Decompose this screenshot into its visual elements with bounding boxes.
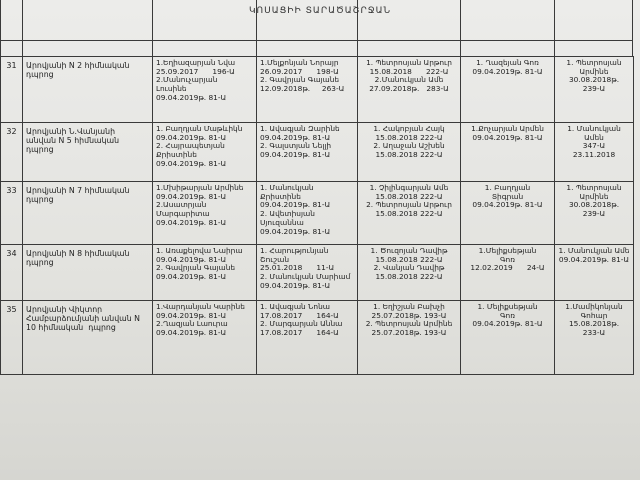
- staff-entry-line: 239-Ա: [582, 84, 606, 94]
- staff-cell-5: [555, 182, 634, 245]
- staff-entry-line: 09.04.2019թ. 81-Ա: [156, 328, 227, 338]
- staff-cell-4: [461, 245, 555, 301]
- staff-entry-line: 09.04.2019թ. 81-Ա: [558, 254, 630, 264]
- staff-cell-2: [257, 57, 358, 123]
- staff-entry-line: 09.04.2019թ. 81-Ա: [472, 132, 543, 142]
- staff-entry-line: 25.07.2018թ. 193-Ա: [371, 328, 447, 338]
- staff-cell-1: [153, 182, 257, 245]
- staff-entry-line: 09.04.2019թ. 81-Ա: [472, 66, 543, 76]
- school-name-line: անվան N 5 հիմնական: [26, 136, 120, 146]
- staff-entry-line: 2.Մանուչարյան: [156, 75, 218, 85]
- staff-entry-line: Լուսինե: [156, 84, 187, 94]
- school-name-line: Համբարձումյանի անվան N: [26, 314, 141, 324]
- staff-entry-line: Սյուզաննա: [260, 217, 304, 227]
- school-name-line: դպրոց: [26, 70, 54, 80]
- header-divider: [22, 0, 23, 56]
- staff-entry-line: 2. Պետրոսյան Արմինե: [365, 319, 453, 329]
- staff-cell-2: [257, 182, 358, 245]
- staff-entry-line: Քրիստինե: [260, 191, 301, 201]
- staff-entry-line: 347-Ա 23.11.2018: [572, 141, 620, 160]
- staff-entry-line: 1. Առաքելովա Նաիրա: [156, 246, 243, 255]
- staff-entry-line: 1.Եղիազարյան Նվա: [156, 58, 236, 67]
- staff-entry-line: 09.04.2019թ. 81-Ա: [156, 92, 227, 102]
- staff-entry-line: 1.Մամիկոնյան: [565, 302, 623, 311]
- school-name-line: Արովյանի N 8 հիմնական: [26, 249, 130, 258]
- staff-cell-2: [257, 245, 358, 301]
- header-divider: [357, 0, 358, 56]
- staff-entry-line: 1. Հակոբյան Հայկ: [373, 124, 445, 133]
- staff-entry-line: 1. Հարությունյան: [260, 246, 329, 255]
- staff-entry-line: 2. Աղաջան Աշխեն: [373, 141, 445, 151]
- row-number: 34: [1, 245, 23, 301]
- staff-entry-line: 2. Գավրյան Գայանե: [260, 75, 340, 85]
- staff-cell-3: [358, 301, 461, 375]
- staff-entry-line: 27.09.2018թ. 283-Ա: [369, 84, 449, 94]
- staff-entry-line: 15.08.2018 222-Ա: [375, 272, 443, 282]
- staff-entry-line: 1. Ղազեյան Գոռ: [476, 58, 539, 67]
- header-divider: [256, 0, 257, 56]
- staff-entry-line: 09.04.2019թ. 81-Ա: [156, 132, 227, 142]
- staff-entry-line: 09.04.2019թ. 81-Ա: [472, 319, 543, 329]
- staff-cell-5: [555, 245, 634, 301]
- staff-cell-5: [555, 57, 634, 123]
- staff-entry-line: 1.Մելիքսեթյան: [478, 246, 537, 255]
- staff-entry-line: 2. Հայրապետյան: [156, 141, 225, 151]
- staff-entry-line: 2. Մարգարյան Աննա: [260, 319, 343, 329]
- row-number: 33: [1, 182, 23, 245]
- staff-entry-line: 1. Մանուկյան Ամեն: [567, 124, 624, 142]
- staff-entry-line: 1. Եղիշյան Բախչի: [373, 302, 445, 311]
- staff-entry-line: 15.08.2018 222-Ա: [375, 132, 443, 142]
- staff-cell-2: [257, 123, 358, 182]
- staff-entry-line: 239-Ա: [582, 209, 606, 219]
- staff-entry-line: 2. Գավրյան Գայանե: [156, 263, 236, 273]
- school-name-line: Արովյանի N 2 հիմնական: [26, 61, 130, 70]
- staff-entry-line: 2. Գալստյան Նելլի: [260, 141, 332, 151]
- table-row: [1, 123, 634, 182]
- school-name-cell: [23, 182, 153, 245]
- header-divider: [460, 0, 461, 56]
- staff-entry-line: 09.04.2019թ. 81-Ա: [156, 272, 227, 282]
- staff-cell-4: [461, 301, 555, 375]
- staff-entry-line: 1. Պետրոսյան Արթուր: [366, 58, 452, 67]
- staff-entry-line: 15.08.2018 222-Ա: [375, 209, 443, 219]
- staff-entry-line: 1. Պետրոսյան: [566, 58, 622, 67]
- staff-cell-3: [358, 245, 461, 301]
- table-row: [1, 245, 634, 301]
- header-divider: [554, 0, 555, 56]
- staff-entry-line: Գոհար: [580, 310, 608, 320]
- staff-entry-line: 1.Մելքոնյան Նորայր: [260, 58, 339, 67]
- staff-entry-line: Տիգրան: [491, 191, 524, 201]
- staff-entry-line: 17.08.2017 164-Ա: [260, 310, 339, 320]
- staff-entry-line: Գոռ: [499, 310, 516, 320]
- staff-entry-line: 30.08.2018թ.: [568, 200, 620, 210]
- document-title: ԿՈՍԱՑԻԻ ՏԱՐԱԾԱՇՐՋԱՆ: [248, 6, 392, 16]
- staff-cell-1: [153, 57, 257, 123]
- staff-entry-line: 09.04.2019թ. 81-Ա: [260, 280, 331, 290]
- header-strip: [0, 0, 633, 56]
- staff-entry-line: Քրիստինե: [156, 150, 197, 160]
- staff-entry-line: 2.Ասատրյան: [156, 200, 207, 210]
- staff-entry-line: 1. Ծուզոյան Դավիթ: [370, 246, 448, 255]
- assignment-table: [0, 56, 634, 375]
- staff-entry-line: Արմինե: [579, 66, 609, 76]
- staff-cell-4: [461, 123, 555, 182]
- school-name-cell: [23, 245, 153, 301]
- school-name-cell: [23, 123, 153, 182]
- staff-entry-line: Մարգարիտա: [156, 209, 210, 219]
- school-name-line: Արովյանի Վիկտոր: [26, 305, 103, 314]
- staff-entry-line: 1.Մխիթարյան Արմինե: [156, 183, 244, 192]
- staff-entry-line: 15.08.2018 222-Ա: [369, 66, 449, 76]
- staff-entry-line: 12.02.2019 24-Ա: [470, 263, 545, 273]
- school-name-line: դպրոց: [26, 195, 54, 205]
- staff-entry-line: 1.Քոչարյան Արմեն: [471, 124, 544, 133]
- staff-entry-line: 25.09.2017 196-Ա: [156, 66, 235, 76]
- school-name-cell: [23, 57, 153, 123]
- staff-entry-line: 1. Մանուկյան: [260, 183, 314, 192]
- staff-entry-line: 1. Պետրոսյան: [566, 183, 622, 192]
- staff-entry-line: 09.04.2019թ. 81-Ա: [156, 310, 227, 320]
- staff-entry-line: Արմինե: [579, 191, 609, 201]
- staff-entry-line: 09.04.2019թ. 81-Ա: [260, 132, 331, 142]
- staff-entry-line: 15.08.2018 222-Ա: [375, 254, 443, 264]
- staff-entry-line: 2.Ղազյան Լաուրա: [156, 319, 228, 329]
- staff-cell-3: [358, 123, 461, 182]
- staff-entry-line: Շուշան: [260, 254, 290, 264]
- staff-entry-line: 2. Վանյան Դավիթ: [373, 263, 445, 273]
- staff-cell-5: [555, 301, 634, 375]
- staff-entry-line: 2.Մանուկյան Ամե: [374, 75, 444, 85]
- header-divider: [0, 0, 1, 56]
- staff-entry-line: 09.04.2019թ. 81-Ա: [472, 200, 543, 210]
- staff-entry-line: 09.04.2019թ. 81-Ա: [260, 150, 331, 160]
- staff-cell-3: [358, 57, 461, 123]
- staff-cell-1: [153, 245, 257, 301]
- school-name-line: դպրոց: [26, 145, 54, 155]
- header-divider: [632, 0, 633, 56]
- staff-entry-line: 09.04.2019թ. 81-Ա: [156, 254, 227, 264]
- school-name-line: Արովյանի Ն.Վանյանի: [26, 127, 116, 136]
- staff-entry-line: 17.08.2017 164-Ա: [260, 328, 339, 338]
- staff-entry-line: 26.09.2017 198-Ա: [260, 66, 339, 76]
- staff-entry-line: 233-Ա: [582, 328, 606, 338]
- staff-entry-line: 09.04.2019թ. 81-Ա: [156, 191, 227, 201]
- staff-entry-line: 25.01.2018 11-Ա: [260, 263, 335, 273]
- header-rule: [0, 40, 633, 41]
- staff-entry-line: 15.08.2018 222-Ա: [375, 191, 443, 201]
- staff-entry-line: 25.07.2018թ. 193-Ա: [371, 310, 447, 320]
- staff-entry-line: 2. Մանուկյան Մարիամ: [260, 272, 351, 282]
- table-row: [1, 57, 634, 123]
- staff-cell-1: [153, 123, 257, 182]
- staff-cell-5: [555, 123, 634, 182]
- school-name-line: Արովյանի N 7 հիմնական: [26, 186, 130, 195]
- staff-entry-line: 2. Ավետիսյան: [260, 209, 315, 219]
- school-name-line: 10 հիմնական դպրոց: [26, 323, 116, 333]
- school-name-cell: [23, 301, 153, 375]
- staff-entry-line: 1. Չիլինգարյան Ամե: [369, 183, 449, 192]
- staff-entry-line: 15.08.2018 222-Ա: [375, 150, 443, 160]
- staff-entry-line: 1. Մանուկյան Ամե: [558, 246, 630, 255]
- staff-cell-3: [358, 182, 461, 245]
- staff-cell-2: [257, 301, 358, 375]
- staff-cell-4: [461, 182, 555, 245]
- row-number: 31: [1, 57, 23, 123]
- staff-entry-line: 09.04.2019թ. 81-Ա: [260, 200, 331, 210]
- staff-entry-line: 30.08.2018թ.: [568, 75, 620, 85]
- staff-entry-line: 1. Մելիքսեթյան: [477, 302, 538, 311]
- staff-entry-line: 09.04.2019թ. 81-Ա: [156, 158, 227, 168]
- staff-entry-line: 1. Ավագյան Նոնա: [260, 302, 331, 311]
- staff-entry-line: 12.09.2018թ. 263-Ա: [260, 84, 345, 94]
- staff-entry-line: 15.08.2018թ.: [568, 319, 620, 329]
- header-divider: [152, 0, 153, 56]
- staff-entry-line: 09.04.2019թ. 81-Ա: [156, 217, 227, 227]
- table-row: [1, 301, 634, 375]
- staff-entry-line: 1. Բաղդյան: [484, 183, 531, 192]
- staff-entry-line: 1.Վարդանյան Կարինե: [156, 302, 245, 311]
- row-number: 35: [1, 301, 23, 375]
- staff-cell-4: [461, 57, 555, 123]
- staff-cell-1: [153, 301, 257, 375]
- table-row: [1, 182, 634, 245]
- staff-entry-line: 09.04.2019թ. 81-Ա: [260, 226, 331, 236]
- row-number: 32: [1, 123, 23, 182]
- staff-entry-line: 2. Պետրոսյան Արթուր: [366, 200, 452, 210]
- staff-entry-line: Գոռ: [499, 254, 516, 264]
- staff-entry-line: 1. Բաղդյան Մաթևիկն: [156, 124, 243, 133]
- staff-entry-line: 1. Ավագյան Զարինե: [260, 124, 340, 133]
- school-name-line: դպրոց: [26, 258, 54, 268]
